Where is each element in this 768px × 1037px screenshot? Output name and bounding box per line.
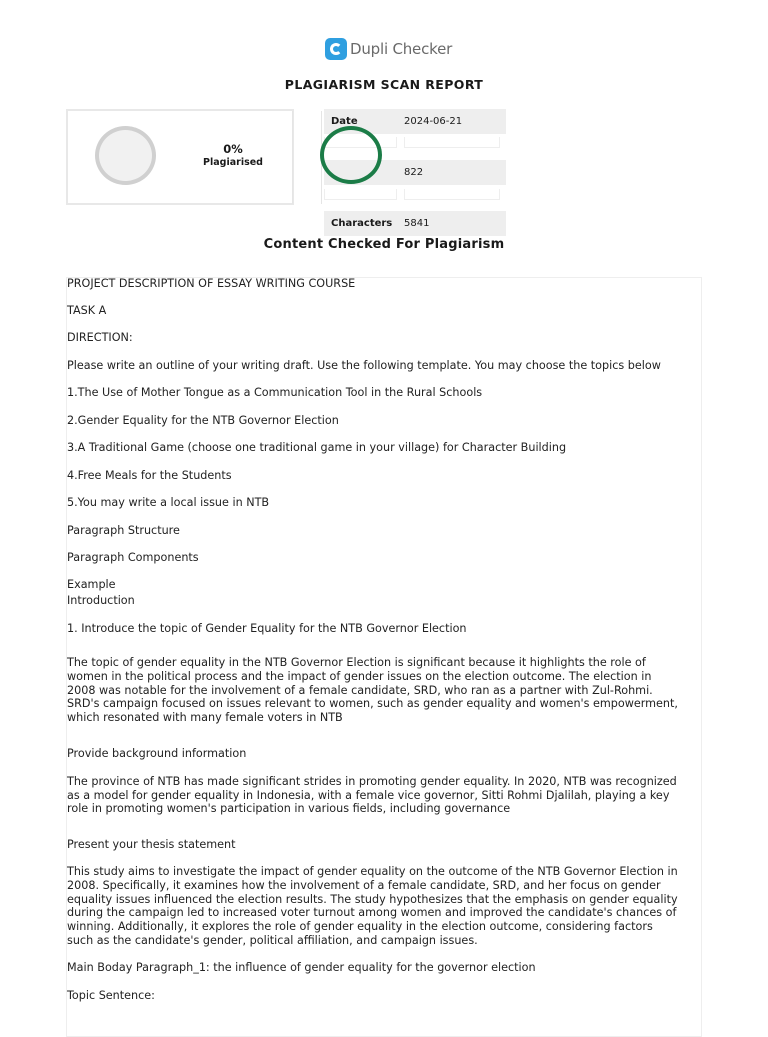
content-line: winning. Additionally, it explores the role of gender equality in the election outcome, considering factors — [67, 920, 653, 933]
content-line: SRD's campaign focused on issues relevant to women, such as gender equality and women's empowerment, — [67, 697, 678, 710]
stat-blank-cell — [404, 189, 500, 200]
content-line: 1.The Use of Mother Tongue as a Communication Tool in the Rural Schools — [67, 386, 483, 399]
content-line: equality issues influenced the election results. The study hypothesizes that the emphasis on gender equality — [67, 893, 678, 906]
content-line: Introduction — [67, 594, 135, 607]
content-line: TASK A — [67, 304, 107, 317]
content-line: 5.You may write a local issue in NTB — [67, 496, 270, 509]
content-line: 3.A Traditional Game (choose one traditional game in your village) for Character Building — [67, 441, 567, 454]
content-line: Paragraph Components — [67, 551, 199, 564]
content-line: 2008. Specifically, it examines how the involvement of a female candidate, SRD, and her focus on gender — [67, 879, 661, 892]
content-line: Present your thesis statement — [67, 838, 236, 851]
score-divider — [292, 111, 322, 204]
plagiarism-label: Plagiarised — [203, 157, 263, 168]
brand-name: Dupli Checker — [350, 40, 453, 58]
content-line: as a model for gender equality in Indonesia, with a female vice governor, Sitti Rohmi Djalilah, playing a key — [67, 789, 670, 802]
characters-value: 5841 — [404, 218, 430, 229]
content-line: DIRECTION: — [67, 331, 133, 344]
content-line: The province of NTB has made significant strides in promoting gender equality. In 2020, NTB was recognized — [67, 775, 677, 788]
content-line: 2.Gender Equality for the NTB Governor Election — [67, 414, 339, 427]
stat-blank-cell — [324, 189, 397, 200]
date-value: 2024-06-21 — [404, 116, 463, 127]
content-line: 2008 was notable for the involvement of a female candidate, SRD, who ran as a partner with Zul-Rohmi. — [67, 684, 653, 697]
report-title: PLAGIARISM SCAN REPORT — [284, 77, 484, 92]
content-line: women in the political process and the impact of gender issues on the election outcome. The election in — [67, 670, 652, 683]
content-line: which resonated with many female voters in NTB — [67, 711, 343, 724]
content-line: Example — [67, 578, 116, 591]
content-line: The topic of gender equality in the NTB Governor Election is significant because it highlights the role of — [67, 656, 646, 669]
stat-row-characters — [324, 211, 506, 236]
content-line: such as the candidate's gender, political affiliation, and campaign issues. — [67, 934, 478, 947]
content-line: Main Boday Paragraph_1: the influence of gender equality for the governor election — [67, 961, 536, 974]
stat-blank-cell — [404, 137, 500, 148]
plagiarism-percent: 0% — [223, 142, 243, 156]
content-line: Topic Sentence: — [67, 989, 155, 1002]
content-line: 1. Introduce the topic of Gender Equality for the NTB Governor Election — [67, 622, 467, 635]
dupli-checker-logo-icon — [325, 38, 347, 60]
content-line: This study aims to investigate the impact of gender equality on the outcome of the NTB Governor Election in — [67, 865, 678, 878]
unique-ring — [320, 126, 382, 184]
plagiarism-ring — [95, 126, 156, 185]
content-line: PROJECT DESCRIPTION OF ESSAY WRITING COURSE — [67, 277, 356, 290]
characters-label: Characters — [331, 218, 393, 229]
content-line: Provide background information — [67, 747, 247, 760]
content-line: Paragraph Structure — [67, 524, 180, 537]
content-line: during the campaign led to increased voter turnout among women and improved the candidate's chances of — [67, 906, 677, 919]
brand-logo — [325, 38, 452, 60]
content-line: role in promoting women's participation in various fields, including governance — [67, 802, 511, 815]
words-value: 822 — [404, 167, 424, 178]
date-label: Date — [331, 116, 358, 127]
content-line: Please write an outline of your writing draft. Use the following template. You may choose the topics below — [67, 359, 661, 372]
content-heading: Content Checked For Plagiarism — [263, 237, 505, 252]
content-line: 4.Free Meals for the Students — [67, 469, 232, 482]
